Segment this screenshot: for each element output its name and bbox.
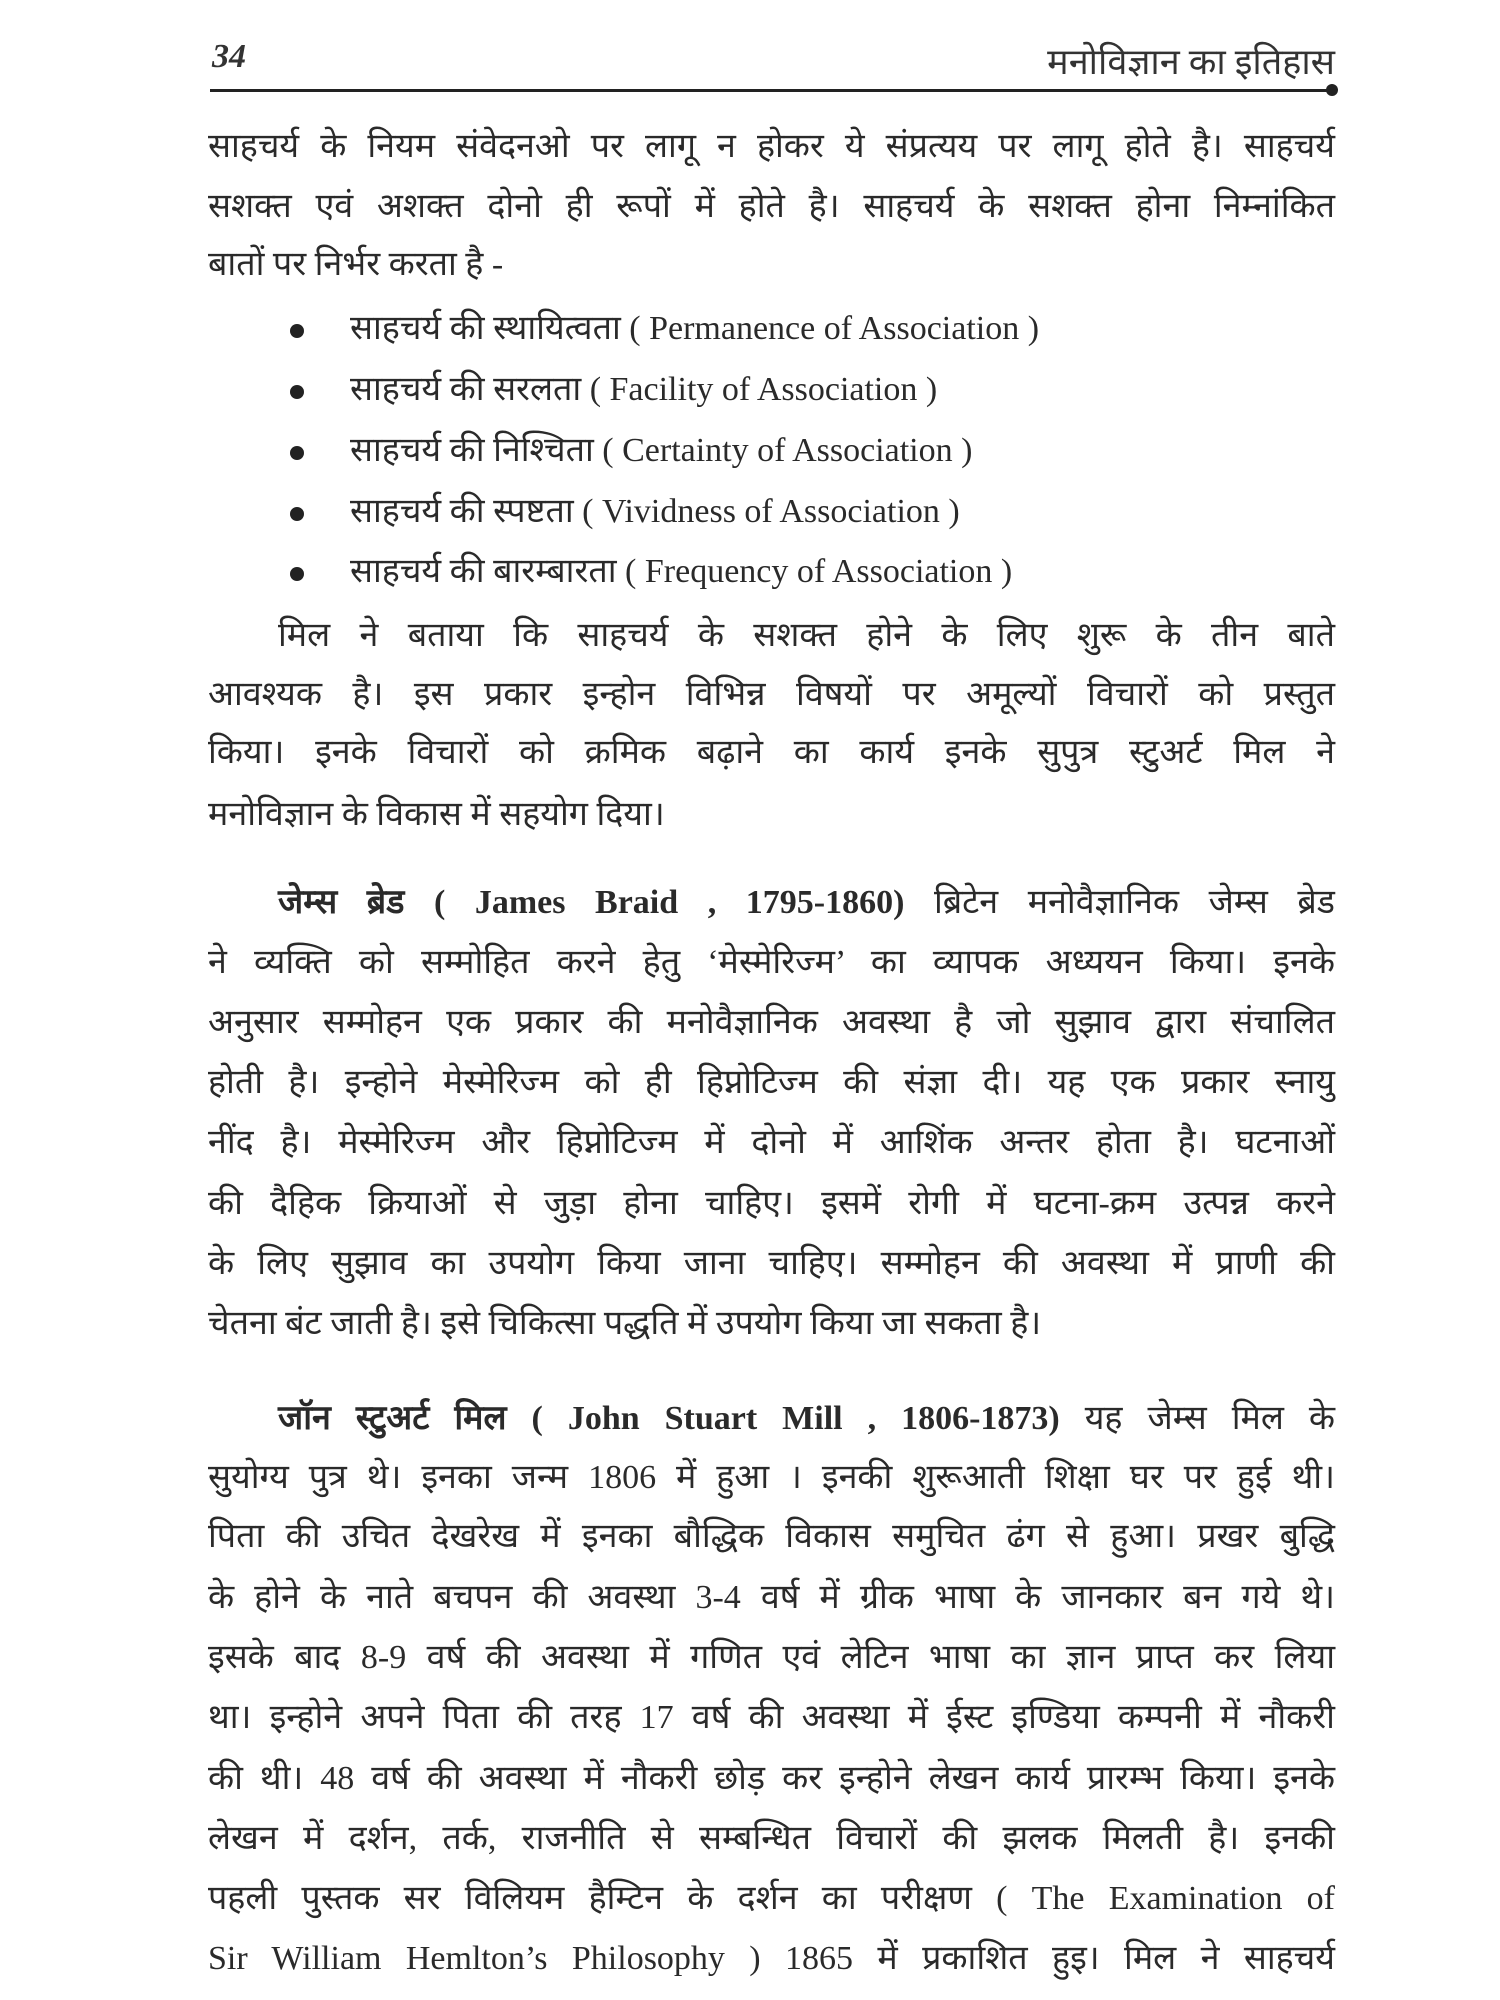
section-heading-line [208, 1393, 1335, 1445]
bullet-text: साहचर्य की बारम्बारता ( Frequency of Association ) [350, 553, 1013, 590]
bullet-item [290, 546, 1290, 598]
paragraph-line: Sir William Hemlton’s Philosophy ) 1865 में प्रकाशित हुइ। मिल ने साहचर्य [208, 1940, 1335, 1977]
running-title: मनोविज्ञान का इतिहास [1047, 42, 1335, 82]
paragraph-line: बातों पर निर्भर करता है - [208, 246, 504, 283]
paragraph-line: अनुसार सम्मोहन एक प्रकार की मनोवैज्ञानिक अवस्था है जो सुझाव द्वारा संचालित [208, 1004, 1335, 1041]
paragraph-line: चेतना बंट जाती है। इसे चिकित्सा पद्धति में उपयोग किया जा सकता है। [208, 1305, 1042, 1342]
bullet-text: साहचर्य की निश्चिता ( Certainty of Association ) [350, 432, 973, 469]
bullet-icon [290, 446, 304, 460]
paragraph-line: था। इन्होने अपने पिता की तरह 17 वर्ष की अवस्था में ईस्ट इण्डिया कम्पनी में नौकरी [208, 1699, 1335, 1736]
paragraph-text: ब्रिटेन मनोवैज्ञानिक जेम्स ब्रेड [904, 884, 1335, 921]
paragraph-line: लेखन में दर्शन, तर्क, राजनीति से सम्बन्धित विचारों की झलक मिलती है। इनकी [208, 1820, 1335, 1857]
header-rule [210, 89, 1330, 92]
section-heading: जेम्स ब्रेड ( James Braid , 1795-1860) [278, 884, 905, 921]
paragraph-line: सशक्त एवं अशक्त दोनो ही रूपों में होते है। साहचर्य के सशक्त होना निम्नांकित [208, 188, 1335, 225]
bullet-icon [290, 567, 304, 581]
paragraph-line: की दैहिक क्रियाओं से जुड़ा होना चाहिए। इसमें रोगी में घटना-क्रम उत्पन्न करने [208, 1185, 1335, 1222]
bullet-icon [290, 385, 304, 399]
paragraph-line: के लिए सुझाव का उपयोग किया जाना चाहिए। सम्मोहन की अवस्था में प्राणी की [208, 1245, 1335, 1282]
bullet-item [290, 364, 1290, 416]
paragraph-line: पहली पुस्तक सर विलियम हैम्टिन के दर्शन का परीक्षण ( The Examination of [208, 1880, 1335, 1917]
section-heading: जॉन स्टुअर्ट मिल ( John Stuart Mill , 1806-1873) [278, 1400, 1060, 1437]
paragraph-line: मनोविज्ञान के विकास में सहयोग दिया। [208, 796, 665, 833]
paragraph-line: साहचर्य के नियम संवेदनओ पर लागू न होकर ये संप्रत्यय पर लागू होते है। साहचर्य [208, 128, 1335, 165]
paragraph-line: इसके बाद 8-9 वर्ष की अवस्था में गणित एवं लेटिन भाषा का ज्ञान प्राप्त कर लिया [208, 1639, 1335, 1676]
page-number: 34 [212, 38, 246, 75]
paragraph-line: नींद है। मेस्मेरिज्म और हिप्नोटिज्म में दोनो में आशिंक अन्तर होता है। घटनाओं [208, 1124, 1335, 1161]
bullet-text: साहचर्य की स्थायित्वता ( Permanence of Association ) [350, 310, 1040, 347]
bullet-item [290, 303, 1290, 355]
bullet-text: साहचर्य की स्पष्टता ( Vividness of Association ) [350, 493, 960, 530]
paragraph-line: ने व्यक्ति को सम्मोहित करने हेतु ‘मेस्मेरिज्म’ का व्यापक अध्ययन किया। इनके [208, 944, 1335, 981]
paragraph-text: यह जेम्स मिल के [1059, 1400, 1335, 1437]
paragraph-line: पिता की उचित देखरेख में इनका बौद्धिक विकास समुचित ढंग से हुआ। प्रखर बुद्धि [208, 1518, 1335, 1555]
paragraph-line: के होने के नाते बचपन की अवस्था 3-4 वर्ष में ग्रीक भाषा के जानकार बन गये थे। [208, 1579, 1335, 1616]
paragraph-line: की थी। 48 वर्ष की अवस्था में नौकरी छोड़ कर इन्होने लेखन कार्य प्रारम्भ किया। इनके [208, 1760, 1335, 1797]
bullet-item [290, 486, 1290, 538]
paragraph-line: होती है। इन्होने मेस्मेरिज्म को ही हिप्नोटिज्म की संज्ञा दी। यह एक प्रकार स्नायु [208, 1064, 1335, 1101]
bullet-text: साहचर्य की सरलता ( Facility of Association ) [350, 371, 938, 408]
paragraph-line: आवश्यक है। इस प्रकार इन्होन विभिन्न विषयों पर अमूल्यों विचारों को प्रस्तुत [208, 676, 1335, 713]
bullet-icon [290, 324, 304, 338]
paragraph-line: मिल ने बताया कि साहचर्य के सशक्त होने के लिए शुरू के तीन बाते [278, 617, 1335, 654]
bullet-icon [290, 507, 304, 521]
header-rule-end-dot [1326, 84, 1338, 96]
paragraph-line: सुयोग्य पुत्र थे। इनका जन्म 1806 में हुआ । इनकी शुरूआती शिक्षा घर पर हुई थी। [208, 1459, 1335, 1496]
bullet-item [290, 425, 1290, 477]
paragraph-line: किया। इनके विचारों को क्रमिक बढ़ाने का कार्य इनके सुपुत्र स्टुअर्ट मिल ने [208, 734, 1335, 771]
section-heading-line [208, 877, 1335, 929]
